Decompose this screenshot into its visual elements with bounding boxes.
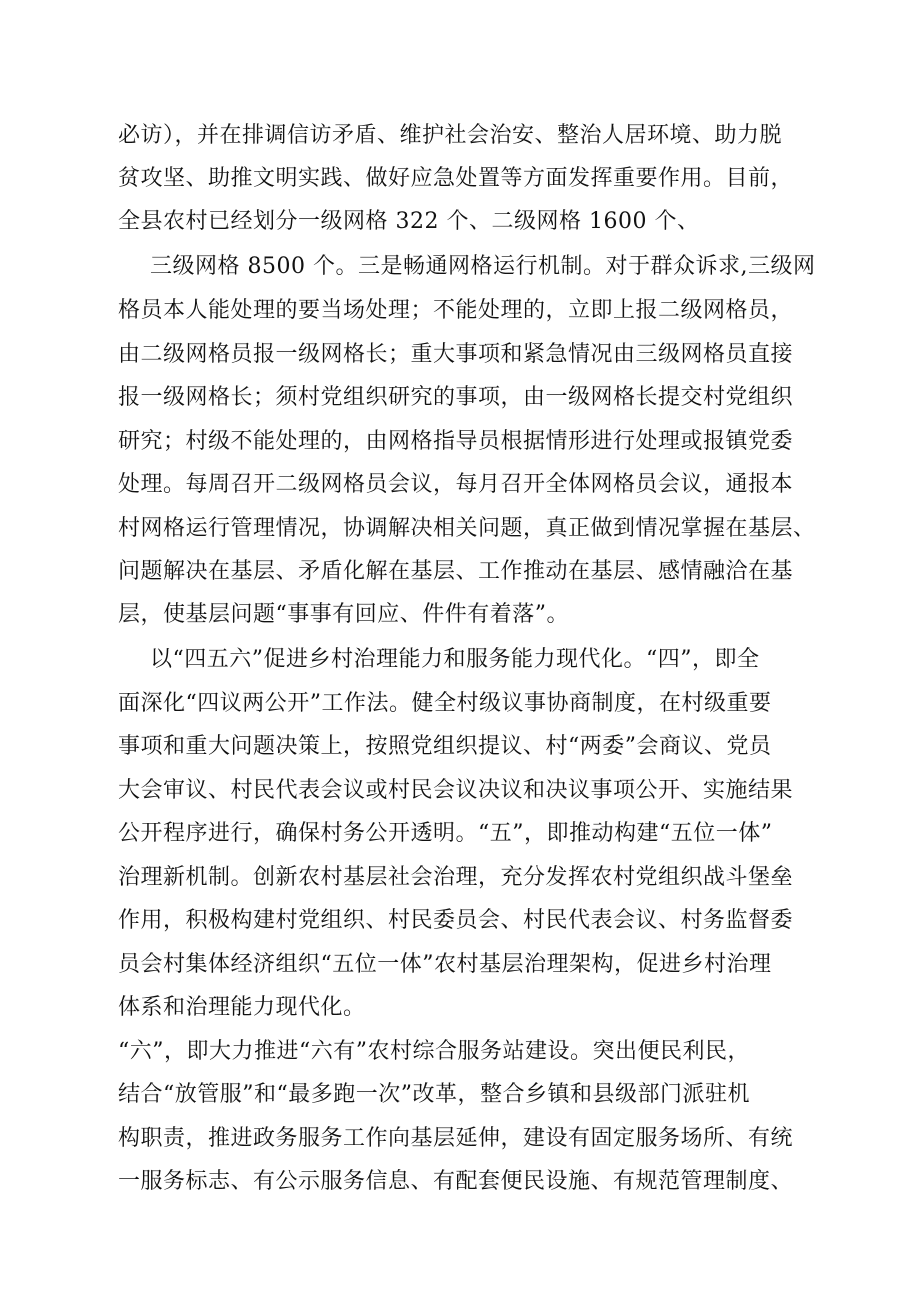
text-line: 问题解决在基层、矛盾化解在基层、工作推动在基层、感情融洽在基 xyxy=(118,559,794,584)
text-line: 三级网格 8500 个。三是畅通网格运行机制。对于群众诉求,三级网 xyxy=(150,254,816,279)
text-line: “六”，即大力推进“六有”农村综合服务站建设。突出便民利民， xyxy=(118,1039,750,1064)
text-line: 由二级网格员报一级网格长；重大事项和紧急情况由三级网格员直接 xyxy=(118,342,794,367)
text-line: 治理新机制。创新农村基层社会治理，充分发挥农村党组织战斗堡垒 xyxy=(118,865,794,890)
text-line: 一服务标志、有公示服务信息、有配套便民设施、有规范管理制度、 xyxy=(118,1169,794,1194)
text-line: 公开程序进行，确保村务公开透明。“五”，即推动构建“五位一体” xyxy=(118,821,773,846)
text-line: 层，使基层问题“事事有回应、件件有着落”。 xyxy=(118,602,569,627)
text-line: 事项和重大问题决策上，按照党组织提议、村“两委”会商议、党员 xyxy=(118,734,772,759)
text-line: 结合“放管服”和“最多跑一次”改革，整合乡镇和县级部门派驻机 xyxy=(118,1082,750,1107)
text-line: 全县农村已经划分一级网格 322 个、二级网格 1600 个、 xyxy=(118,209,700,234)
text-line: 村网格运行管理情况，协调解决相关问题，真正做到情况掌握在基层、 xyxy=(118,516,816,541)
text-line: 以“四五六”促进乡村治理能力和服务能力现代化。“四”，即全 xyxy=(150,647,760,672)
text-line: 贫攻坚、助推文明实践、做好应急处置等方面发挥重要作用。目前， xyxy=(118,166,794,191)
text-line: 体系和治理能力现代化。 xyxy=(118,995,366,1020)
text-line: 大会审议、村民代表会议或村民会议决议和决议事项公开、实施结果 xyxy=(118,778,794,803)
text-line: 作用，积极构建村党组织、村民委员会、村民代表会议、村务监督委 xyxy=(118,908,794,933)
text-line: 构职责，推进政务服务工作向基层延伸，建设有固定服务场所、有统 xyxy=(118,1126,794,1151)
text-line: 格员本人能处理的要当场处理；不能处理的，立即上报二级网格员， xyxy=(118,298,794,323)
text-line: 必访），并在排调信访矛盾、维护社会治安、整治人居环境、助力脱 xyxy=(118,123,783,148)
text-line: 报一级网格长；须村党组织研究的事项，由一级网格长提交村党组织 xyxy=(118,385,794,410)
text-line: 面深化“四议两公开”工作法。健全村级议事协商制度，在村级重要 xyxy=(118,691,772,716)
text-line: 员会村集体经济组织“五位一体”农村基层治理架构，促进乡村治理 xyxy=(118,952,772,977)
text-line: 研究；村级不能处理的，由网格指导员根据情形进行处理或报镇党委 xyxy=(118,429,794,454)
text-line: 处理。每周召开二级网格员会议，每月召开全体网格员会议，通报本 xyxy=(118,472,794,497)
